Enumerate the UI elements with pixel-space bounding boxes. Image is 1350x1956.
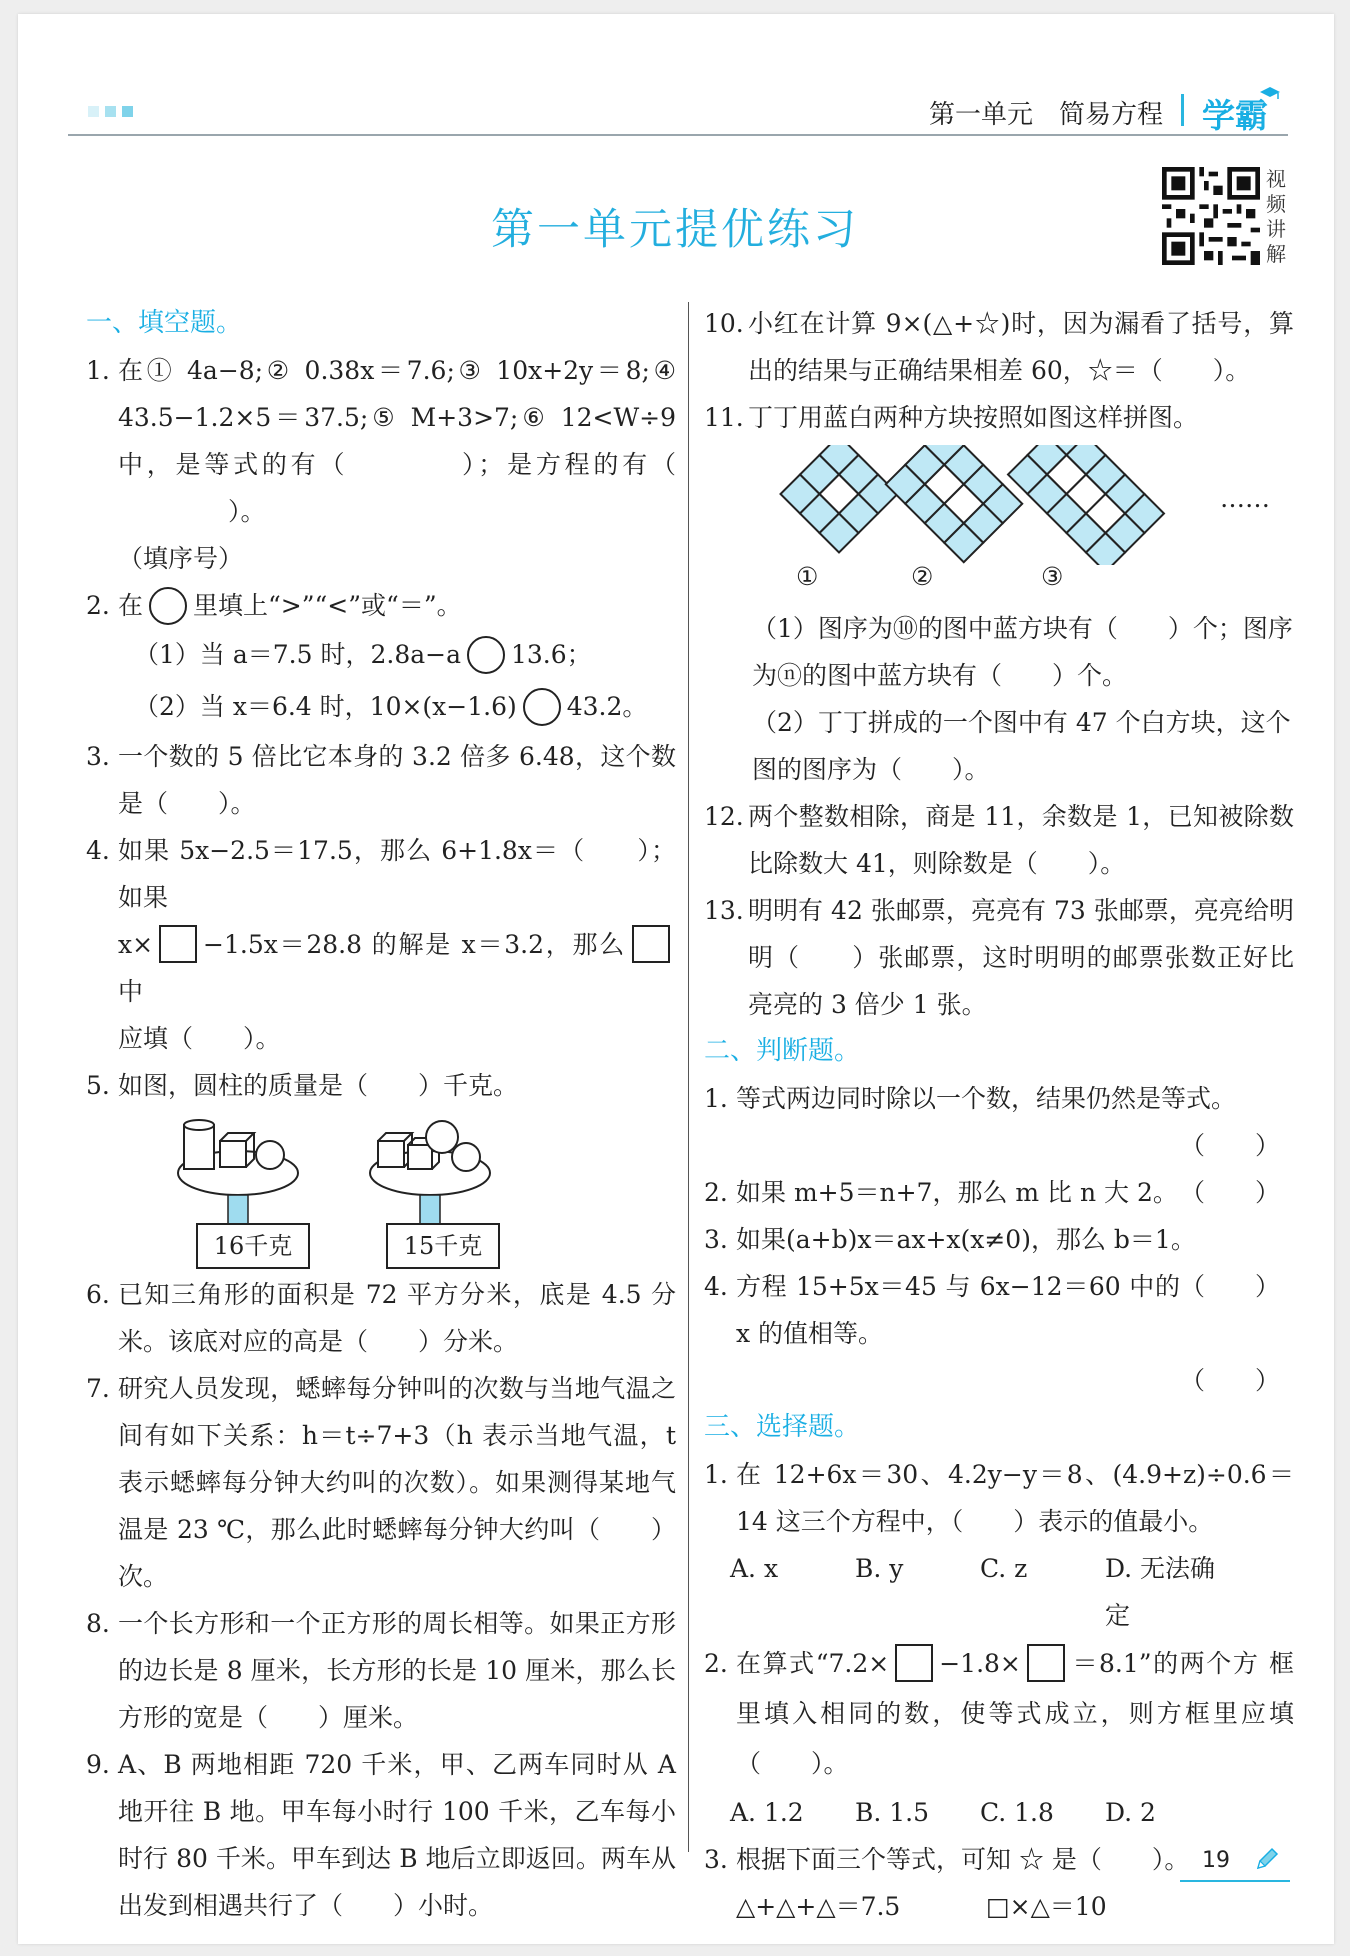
question-number: 1. (704, 1084, 728, 1113)
section-heading-fill: 一、填空题。 (86, 308, 243, 338)
weight-label-16kg: 16千克 (196, 1223, 310, 1269)
question-number: 2. (86, 591, 110, 620)
question-text: （2）当 x＝6.4 时，10×(x−1.6) (134, 692, 517, 721)
question-text: 两个整数相除，商是 11，余数是 1，已知被除数比除数大 41，则除数是（ ）。 (748, 802, 1294, 878)
question-number: 3. (704, 1225, 728, 1254)
question-text: ）。 (228, 497, 266, 526)
answer-circle[interactable] (149, 587, 187, 625)
question-note: （填序号） (118, 544, 244, 573)
answer-parentheses[interactable]: （ ） (1179, 1178, 1280, 1207)
question-number: 6. (86, 1280, 110, 1309)
choice-1-options (704, 1545, 1294, 1639)
question-number: 11. (704, 403, 744, 432)
question-text: 13.6； (510, 640, 592, 669)
question-number: 13. (704, 896, 744, 925)
option-b[interactable]: B. y (855, 1554, 904, 1583)
question-7 (86, 1365, 676, 1600)
option-c[interactable]: C. 1.8 (980, 1798, 1054, 1827)
question-2 (86, 582, 676, 629)
question-number: 1. (704, 1460, 728, 1489)
question-number: 3. (704, 1845, 728, 1874)
question-text: 43.2。 (566, 692, 648, 721)
judge-3 (704, 1216, 1294, 1301)
question-text: 一个长方形和一个正方形的周长相等。如果正方形的边长是 8 厘米，长方形的长是 10 厘米，那么长方形的宽是（ ）厘米。 (118, 1609, 676, 1732)
question-1 (86, 347, 676, 582)
graduation-cap-icon (1258, 86, 1282, 100)
figure-label-1: ① (796, 562, 819, 591)
balance-scale-figure (86, 1111, 676, 1271)
question-number: 3. (86, 742, 110, 771)
question-4 (86, 827, 676, 1062)
question-text: 研究人员发现，蟋蟀每分钟叫的次数与当地气温之间有如下关系：h＝t÷7+3（h 表示当地气温，t 表示蟋蟀每分钟大约叫的次数）。如果测得某地气温是 23 ℃，那么此时蟋蟀每分钟大约叫（ ）次。 (118, 1374, 676, 1591)
answer-box[interactable] (895, 1644, 933, 1682)
tile-pattern-drawings (704, 445, 1294, 565)
answer-parentheses[interactable]: （ ） (1179, 1131, 1280, 1160)
question-13 (704, 887, 1294, 1028)
choice-2-options (704, 1789, 1294, 1836)
option-b[interactable]: B. 1.5 (855, 1798, 930, 1827)
question-number: 7. (86, 1374, 110, 1403)
judge-1 (704, 1075, 1294, 1169)
question-3 (86, 733, 676, 827)
question-11 (704, 394, 1294, 441)
judge-2 (704, 1169, 1294, 1216)
left-column (86, 300, 676, 1929)
option-d[interactable]: D. 2 (1105, 1798, 1156, 1827)
answer-circle[interactable] (523, 688, 561, 726)
question-text: 在 (118, 591, 144, 620)
continuation-dots: …… (1220, 484, 1270, 513)
question-number: 1. (86, 356, 110, 385)
question-2-part-2 (86, 681, 676, 733)
question-number: 5. (86, 1071, 110, 1100)
question-8 (86, 1600, 676, 1741)
tile-pattern-figure (704, 445, 1294, 605)
tile-figure-3 (1008, 445, 1164, 565)
question-text: 框里填入相同的数，使等式成立，则方框里应填（ ）。 (736, 1649, 1294, 1778)
question-5 (86, 1062, 676, 1109)
question-11-part-1: （1）图序为⑩的图中蓝方块有（ ）个；图序为ⓝ的图中蓝方块有（ ）个。 (752, 614, 1293, 690)
header-separator (1181, 94, 1184, 126)
option-c[interactable]: C. z (980, 1554, 1028, 1583)
question-12 (704, 793, 1294, 887)
figure-label-2: ② (911, 562, 934, 591)
question-text: 小红在计算 9×(△+☆)时，因为漏看了括号，算出的结果与正确结果相差 60，☆＝（ ）。 (748, 309, 1294, 385)
question-6 (86, 1271, 676, 1365)
question-text: A、B 两地相距 720 千米，甲、乙两车同时从 A 地开往 B 地。甲车每小时行 100 千米，乙车每小时行 80 千米。甲车到达 B 地后立即返回。两车从出发到相遇共行了（ ）小时。 (118, 1750, 676, 1920)
equation-2: □×△＝10 (986, 1892, 1107, 1921)
choice-1 (704, 1451, 1294, 1545)
answer-box[interactable] (632, 925, 670, 963)
question-text: 应填（ ）。 (118, 1024, 281, 1053)
question-text: x× (118, 930, 154, 959)
question-9 (86, 1741, 676, 1929)
question-text: 中 (118, 977, 144, 1006)
pencil-icon (1254, 1846, 1280, 1872)
question-text: 等式两边同时除以一个数，结果仍然是等式。 (736, 1084, 1237, 1113)
option-a[interactable]: A. 1.2 (730, 1798, 804, 1827)
judge-4 (704, 1263, 1294, 1404)
question-text: 如果 5x−2.5＝17.5，那么 6+1.8x＝（ ）；如果 (118, 836, 676, 912)
qr-video-label: 视频讲解 (1266, 167, 1286, 266)
question-text: 明明有 42 张邮票，亮亮有 73 张邮票，亮亮给明明（ ）张邮票，这时明明的邮票张数正好比亮亮的 3 倍少 1 张。 (748, 896, 1294, 1019)
question-text: （1）当 a＝7.5 时，2.8a−a (134, 640, 461, 669)
question-text: 如果 m+5＝n+7，那么 m 比 n 大 2。 (736, 1178, 1178, 1207)
page-header (68, 86, 1288, 136)
choice-2 (704, 1639, 1294, 1789)
tile-figure-2 (886, 445, 1023, 562)
qr-code-icon[interactable] (1162, 167, 1260, 265)
question-number: 2. (704, 1649, 728, 1678)
question-text: 如图，圆柱的质量是（ ）千克。 (118, 1071, 519, 1100)
question-number: 10. (704, 309, 744, 338)
figure-label-3: ③ (1041, 562, 1064, 591)
brand-logo: 学霸 (1202, 96, 1268, 135)
answer-parentheses[interactable]: （ ） (1179, 1366, 1280, 1395)
question-text: ＝8.1”的两个方 (1070, 1649, 1260, 1678)
answer-box[interactable] (159, 925, 197, 963)
question-text: 如果(a+b)x＝ax+x(x≠0)，那么 b＝1。 (736, 1225, 1196, 1254)
section-heading-judge: 二、判断题。 (704, 1036, 861, 1066)
question-number: 2. (704, 1178, 728, 1207)
question-number: 4. (704, 1272, 728, 1301)
footer-rule (1180, 1880, 1290, 1882)
question-number: 4. (86, 836, 110, 865)
question-text: −1.8× (939, 1649, 1021, 1678)
page-number: 19 (1202, 1848, 1230, 1873)
scale-drawings (166, 1111, 636, 1231)
section-heading-choice: 三、选择题。 (704, 1412, 861, 1442)
header-decor-blocks (88, 106, 133, 117)
question-10 (704, 300, 1294, 394)
equation-1: △+△+△＝7.5 (736, 1892, 901, 1921)
question-text: 在① 4a−8;② 0.38x＝7.6;③ 10x+2y＝8;④ 43.5−1.2×5＝37.5;⑤ M+3>7;⑥ 12<W÷9 中，是等式的有（ (118, 356, 676, 479)
answer-parentheses[interactable]: （ ） (1179, 1272, 1280, 1301)
answer-box[interactable] (1027, 1644, 1065, 1682)
option-a[interactable]: A. x (730, 1554, 779, 1583)
question-text: 丁丁用蓝白两种方块按照如图这样拼图。 (748, 403, 1199, 432)
question-2-part-1 (86, 629, 676, 681)
column-divider (688, 302, 689, 1852)
question-text: 一个数的 5 倍比它本身的 3.2 倍多 6.48，这个数是（ ）。 (118, 742, 676, 818)
question-text: 已知三角形的面积是 72 平方分米，底是 4.5 分米。该底对应的高是（ ）分米。 (118, 1280, 676, 1356)
page-title: 第一单元提优练习 (491, 205, 859, 255)
question-text: 在 12+6x＝30、4.2y−y＝8、(4.9+z)÷0.6＝14 这三个方程中，（ ）表示的值最小。 (736, 1460, 1294, 1536)
option-d[interactable]: D. 无法确定 (1105, 1554, 1216, 1630)
header-unit-title: 第一单元 简易方程 (928, 100, 1163, 130)
question-text: 在算式“7.2× (736, 1649, 890, 1678)
answer-circle[interactable] (467, 636, 505, 674)
question-number: 9. (86, 1750, 110, 1779)
question-text: 里填上“>”“<”或“＝”。 (193, 591, 462, 620)
question-number: 12. (704, 802, 744, 831)
question-text: 方程 15+5x＝45 与 6x−12＝60 中的 x 的值相等。 (736, 1272, 1180, 1348)
question-text: 根据下面三个等式，可知 ☆ 是（ ）。 (736, 1845, 1190, 1874)
question-text: −1.5x＝28.8 的解是 x＝3.2，那么 (203, 930, 626, 959)
weight-label-15kg: 15千克 (386, 1223, 500, 1269)
question-text: ）；是方程的有（ (458, 450, 676, 479)
right-column (704, 300, 1294, 1930)
question-11-part-2: （2）丁丁拼成的一个图中有 47 个白方块，这个图的图序为（ ）。 (752, 708, 1291, 784)
tile-figure-1 (781, 445, 898, 553)
question-number: 8. (86, 1609, 110, 1638)
choice-3-equations (704, 1883, 1294, 1930)
